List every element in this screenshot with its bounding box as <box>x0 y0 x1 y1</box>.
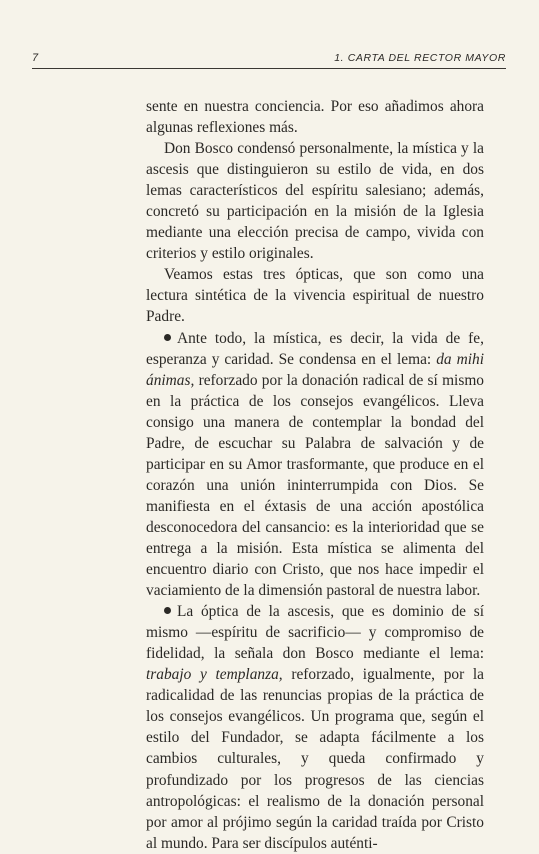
paragraph-5 <box>146 601 484 854</box>
paragraph-4-text-b: reforzado por la donación radical de sí mismo en la práctica de los consejos evangélicos. Lleva consigo una manera de contemplar la bondad del Padre, de escuchar su Palabra de salvación y de participar en su Amor trasformante, que produce en el corazón una unión ininterrumpida con Dios. Se manifiesta en el éxtasis de una acción apostólica desconocedora del cansancio: es la interioridad que se entrega a la misión. Esta mística se alimenta del encuentro diario con Cristo, que nos hace impedir el vaciamiento de la dimensión pastoral de nuestra labor. <box>146 371 484 600</box>
running-head: 1. CARTA DEL RECTOR MAYOR <box>334 52 506 64</box>
paragraph-5-text-a: La óptica de la ascesis, que es dominio de sí mismo —espíritu de sacrificio— y compromiso de fidelidad, la señala don Bosco mediante el lema: <box>146 603 484 663</box>
bullet-icon <box>164 334 171 341</box>
paragraph-3: Veamos estas tres ópticas, que son como una lectura sintética de la vivencia espiritual de nuestro Padre. <box>146 266 484 326</box>
page-header <box>32 50 506 69</box>
paragraph-5-text-b: reforzado, igualmente, por la radicalidad de las renuncias propias de la práctica de los consejos evangélicos. Un programa que, según el estilo del Fundador, se adapta fácilmente a los cambios culturales, y queda confirmado y profundizado por los progresos de las ciencias antropológicas: el realismo de la donación personal por amor al prójimo según la caridad traída por Cristo al mundo. Para ser discípulos auténti- <box>146 666 485 852</box>
paragraph-4 <box>146 328 484 602</box>
paragraph-1: sente en nuestra conciencia. Por eso añadimos ahora algunas reflexiones más. <box>146 98 484 137</box>
body-text <box>146 96 484 854</box>
paragraph-4-motto: da mihi ánimas, <box>146 350 484 389</box>
paragraph-5-motto: trabajo y templanza, <box>146 666 283 684</box>
paragraph-2: Don Bosco condensó personalmente, la mística y la ascesis que distinguieron su estilo de vida, en dos lemas característicos del espíritu salesiano; además, concretó su participación en la misión de la Iglesia mediante una elección precisa de campo, vivida con criterios y estilo originales. <box>146 140 484 263</box>
page-number: 7 <box>32 52 39 64</box>
paragraph-4-text-a: Ante todo, la mística, es decir, la vida de fe, esperanza y caridad. Se condensa en el lema: <box>146 329 484 368</box>
bullet-icon <box>164 607 171 614</box>
